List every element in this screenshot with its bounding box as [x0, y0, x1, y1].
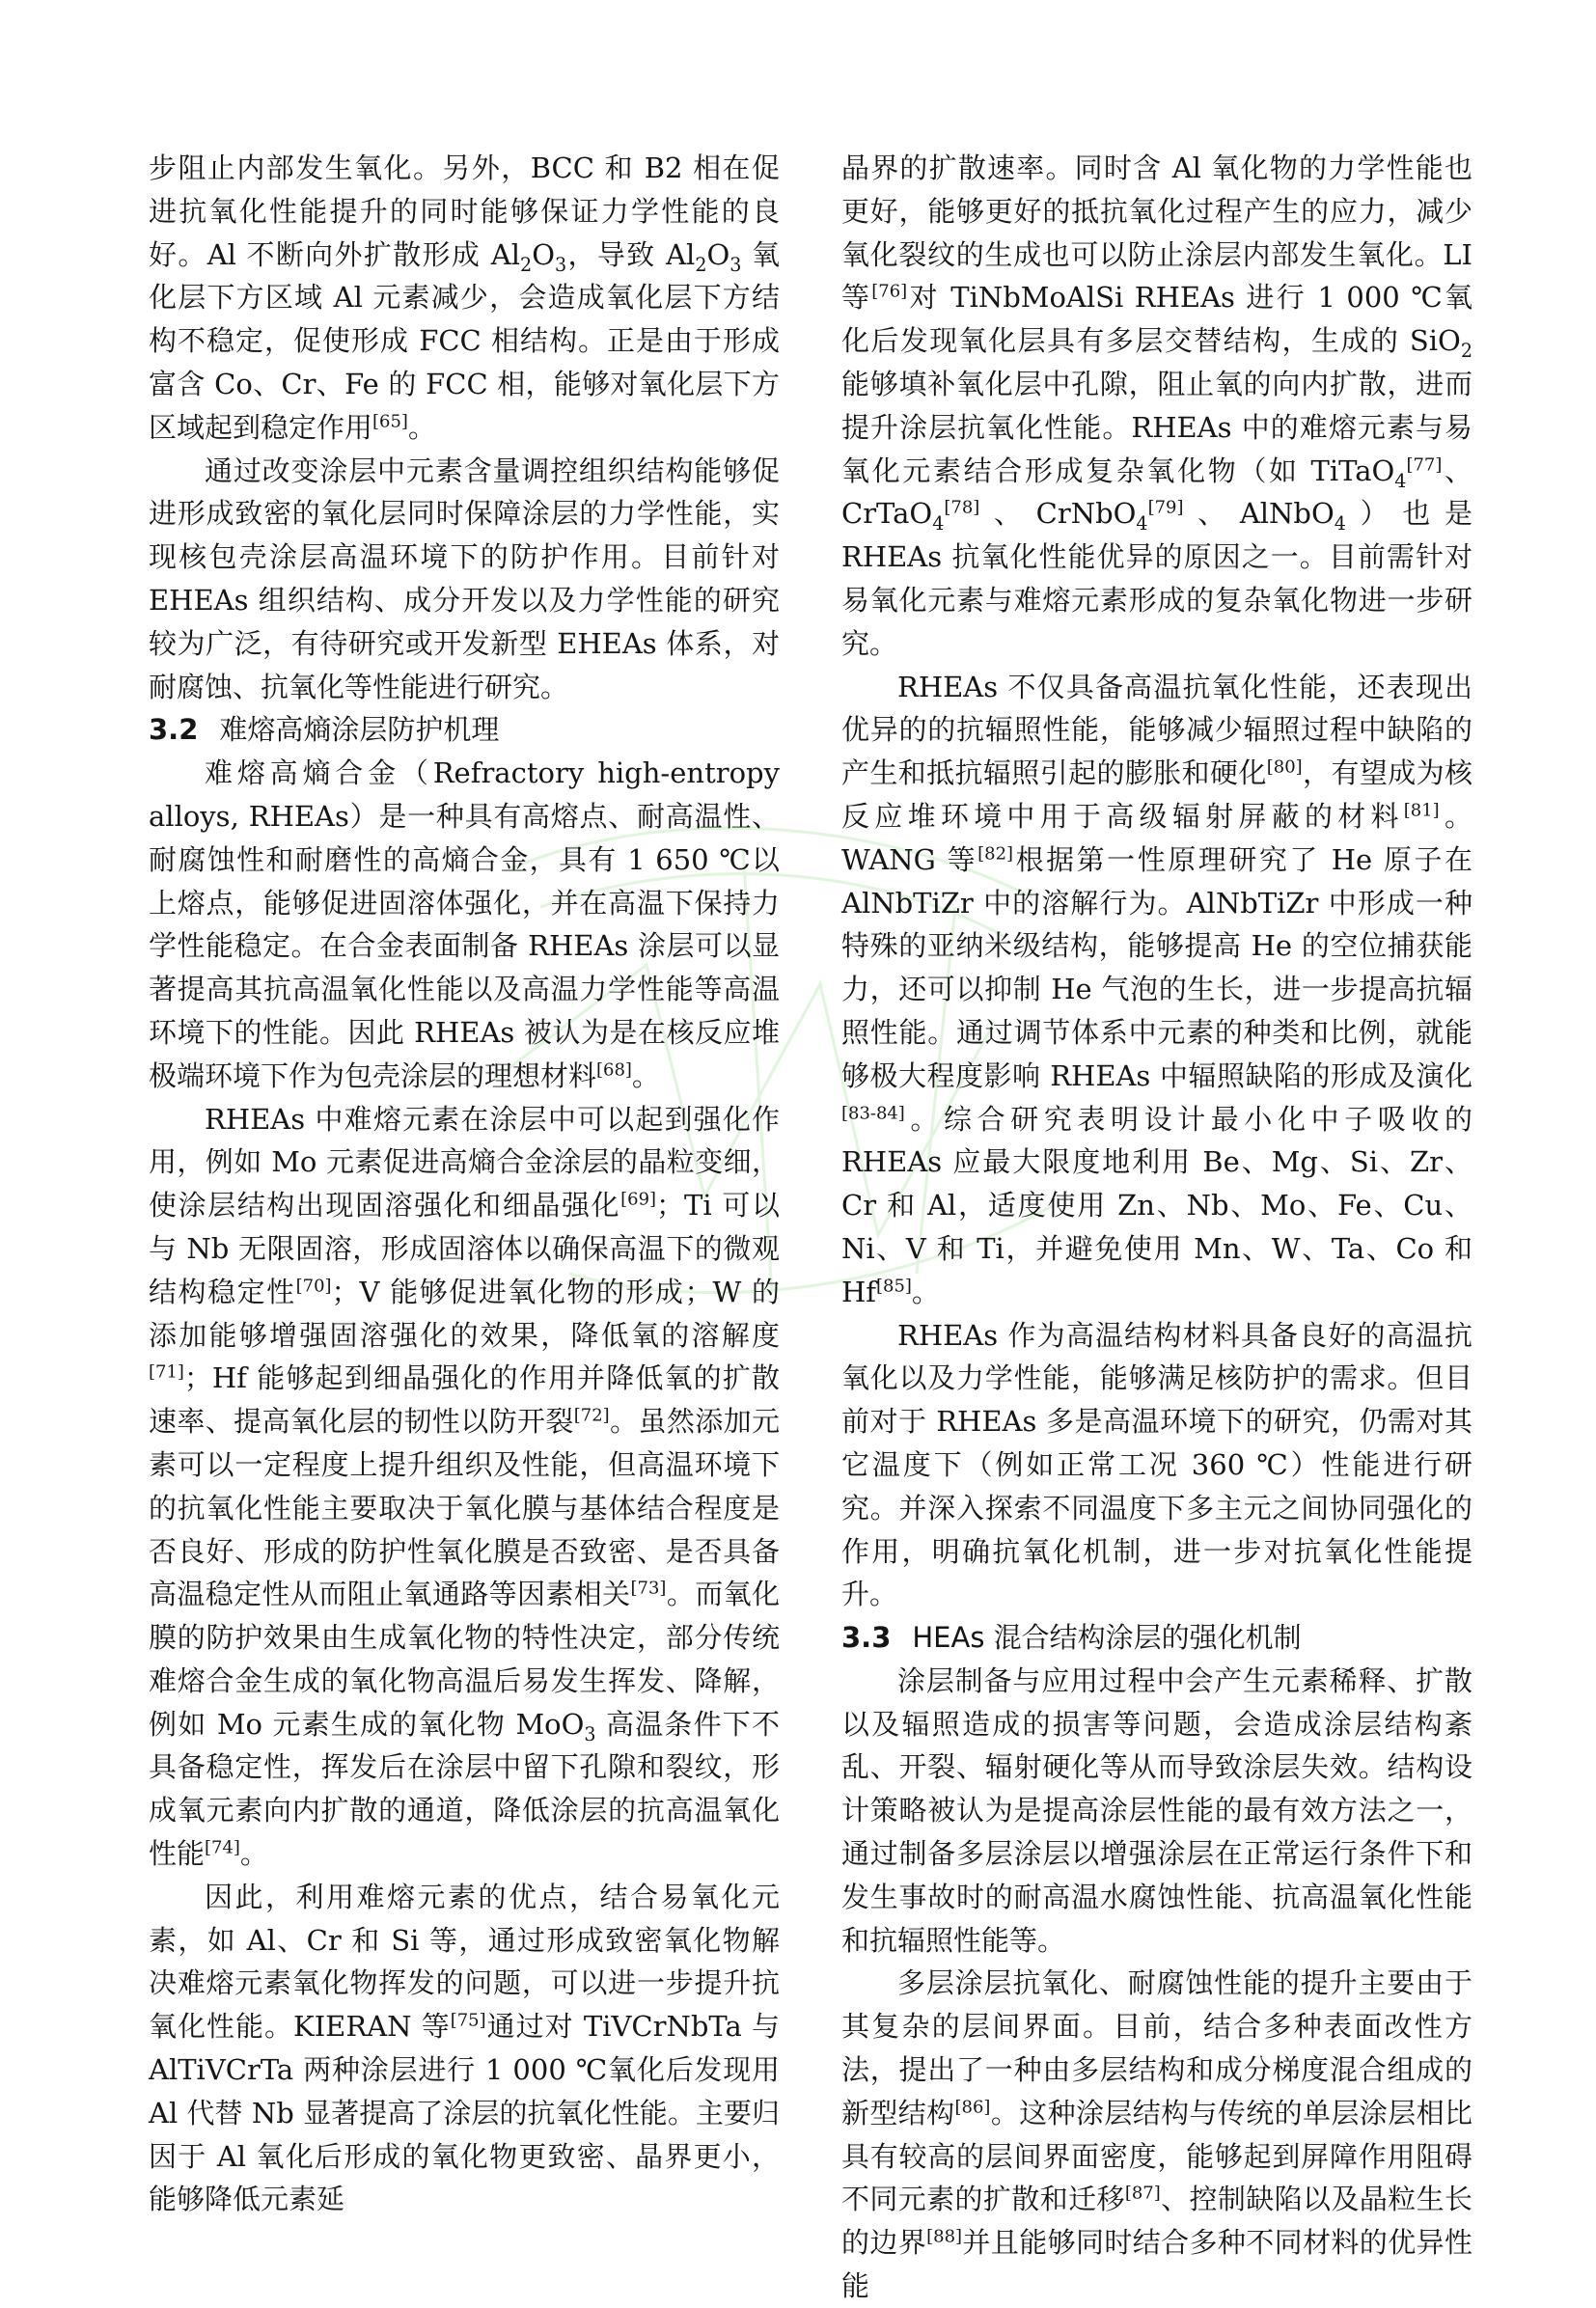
paragraph: 晶界的扩散速率。同时含 Al 氧化物的力学性能也更好，能够更好的抵抗氧化过程产生的应力，减少氧化裂纹的生成也可以防止涂层内部发生氧化。LI 等[76]对 TiNbMoAlSi RHEAs 进行 1 000 ℃氧化后发现氧化层具有多层交替结构，生成的 SiO$_2$ 能够填补氧化层中孔隙，阻止氧的向内扩散，进而提升涂层抗氧化性能。RHEAs 中的难熔元素与易氧化元素结合形成复杂氧化物（如 TiTaO$_4$[77]、CrTaO$_4$[78]、CrNbO$_4$[79]、AlNbO$_4$）也是 RHEAs 抗氧化性能优异的原因之一。目前需针对易氧化元素与难熔元素形成的复杂氧化物进一步研究。 — [841, 151, 1472, 660]
paragraph: 步阻止内部发生氧化。另外，BCC 和 B2 相在促进抗氧化性能提升的同时能够保证力学性能的良好。Al 不断向外扩散形成 $Al_2O_3$，导致 $Al_2O_3$ 氧化层下方区域 Al 元素减少，会造成氧化层下方结构不稳定，促使形成 FCC 相结构。正是由于形成富含 Co、Cr、Fe 的 FCC 相，能够对氧化层下方区域起到稳定作用[65]。 — [149, 151, 781, 444]
section-heading: 3.2 难熔高熵涂层防护机理 — [149, 713, 500, 747]
section-heading: 3.3 HEAs 混合结构涂层的强化机制 — [841, 1621, 1302, 1655]
left-column — [149, 147, 780, 2221]
paragraph: 因此，利用难熔元素的优点，结合易氧化元素，如 Al、Cr 和 Si 等，通过形成致密氧化物解决难熔元素氧化物挥发的问题，可以进一步提升抗氧化性能。KIERAN 等[75]通过对 TiVCrNbTa 与 AlTiVCrTa 两种涂层进行 1 000 ℃氧化后发现用 Al 代替 Nb 显著提高了涂层的抗氧化性能。主要归因于 Al 氧化后形成的氧化物更致密、晶界更小，能够降低元素延 — [149, 1880, 780, 2216]
paragraph: 通过改变涂层中元素含量调控组织结构能够促进形成致密的氧化层同时保障涂层的力学性能，实现核包壳涂层高温环境下的防护作用。目前针对 EHEAs 组织结构、成分开发以及力学性能的研究较为广泛，有待研究或开发新型 EHEAs 体系，对耐腐蚀、抗氧化等性能进行研究。 — [149, 453, 780, 703]
paragraph: RHEAs 中难熔元素在涂层中可以起到强化作用，例如 Mo 元素促进高熵合金涂层的晶粒变细，使涂层结构出现固溶强化和细晶强化[69]；Ti 可以与 Nb 无限固溶，形成固溶体以确保高温下的微观结构稳定性[70]；V 能够促进氧化物的形成；W 的添加能够增强固溶强化的效果，降低氧的溶解度[71]；Hf 能够起到细晶强化的作用并降低氧的扩散速率、提高氧化层的韧性以防开裂[72]。虽然添加元素可以一定程度上提升组织及性能，但高温环境下的抗氧化性能主要取决于氧化膜与基体结合程度是否良好、形成的防护性氧化膜是否致密、是否具备高温稳定性从而阻止氧通路等因素相关[73]。而氧化膜的防护效果由生成氧化物的特性决定，部分传统难熔合金生成的氧化物高温后易发生挥发、降解，例如 Mo 元素生成的氧化物 MoO$_3$ 高温条件下不具备稳定性，挥发后在涂层中留下孔隙和裂纹，形成氧元素向内扩散的通道，降低涂层的抗高温氧化性能[74]。 — [149, 1102, 780, 1871]
paragraph: RHEAs 不仅具备高温抗氧化性能，还表现出优异的的抗辐照性能，能够减少辐照过程中缺陷的产生和抵抗辐照引起的膨胀和硬化[80]，有望成为核反应堆环境中用于高级辐射屏蔽的材料[81]。WANG 等[82]根据第一性原理研究了 He 原子在 AlNbTiZr 中的溶解行为。AlNbTiZr 中形成一种特殊的亚纳米级结构，能够提高 He 的空位捕获能力，还可以抑制 He 气泡的生长，进一步提高抗辐照性能。通过调节体系中元素的种类和比例，就能够极大程度影响 RHEAs 中辐照缺陷的形成及演化[83-84]。综合研究表明设计最小化中子吸收的 RHEAs 应最大限度地利用 Be、Mg、Si、Zr、Cr 和 Al，适度使用 Zn、Nb、Mo、Fe、Cu、Ni、V 和 Ti，并避免使用 Mn、W、Ta、Co 和 Hf[85]。 — [841, 670, 1472, 1308]
paragraph: RHEAs 作为高温结构材料具备良好的高温抗氧化以及力学性能，能够满足核防护的需求。但目前对于 RHEAs 多是高温环境下的研究，仍需对其它温度下（例如正常工况 360 ℃）性能进行研究。并深入探索不同温度下多主元之间协同强化的作用，明确抗氧化机制，进一步对抗氧化性能提升。 — [841, 1318, 1472, 1611]
right-column — [841, 147, 1472, 2308]
paragraph: 多层涂层抗氧化、耐腐蚀性能的提升主要由于其复杂的层间界面。目前，结合多种表面改性方法，提出了一种由多层结构和成分梯度混合组成的新型结构[86]。这种涂层结构与传统的单层涂层相比具有较高的层间界面密度，能够起到屏障作用阻碍不同元素的扩散和迁移[87]、控制缺陷以及晶粒生长的边界[88]并且能够同时结合多种不同材料的优异性能 — [841, 1966, 1472, 2303]
paragraph: 涂层制备与应用过程中会产生元素稀释、扩散以及辐照造成的损害等问题，会造成涂层结构紊乱、开裂、辐射硬化等从而导致涂层失效。结构设计策略被认为是提高涂层性能的最有效方法之一，通过制备多层涂层以增强涂层在正常运行条件下和发生事故时的耐高温水腐蚀性能、抗高温氧化性能和抗辐照性能等。 — [841, 1663, 1472, 1957]
paragraph: 难熔高熵合金（Refractory high-entropy alloys, RHEAs）是一种具有高熔点、耐高温性、耐腐蚀性和耐磨性的高熵合金，具有 1 650 ℃以上熔点，能够促进固溶体强化，并在高温下保持力学性能稳定。在合金表面制备 RHEAs 涂层可以显著提高其抗高温氧化性能以及高温力学性能等高温环境下的性能。因此 RHEAs 被认为是在核反应堆极端环境下作为包壳涂层的理想材料[68]。 — [149, 756, 780, 1092]
